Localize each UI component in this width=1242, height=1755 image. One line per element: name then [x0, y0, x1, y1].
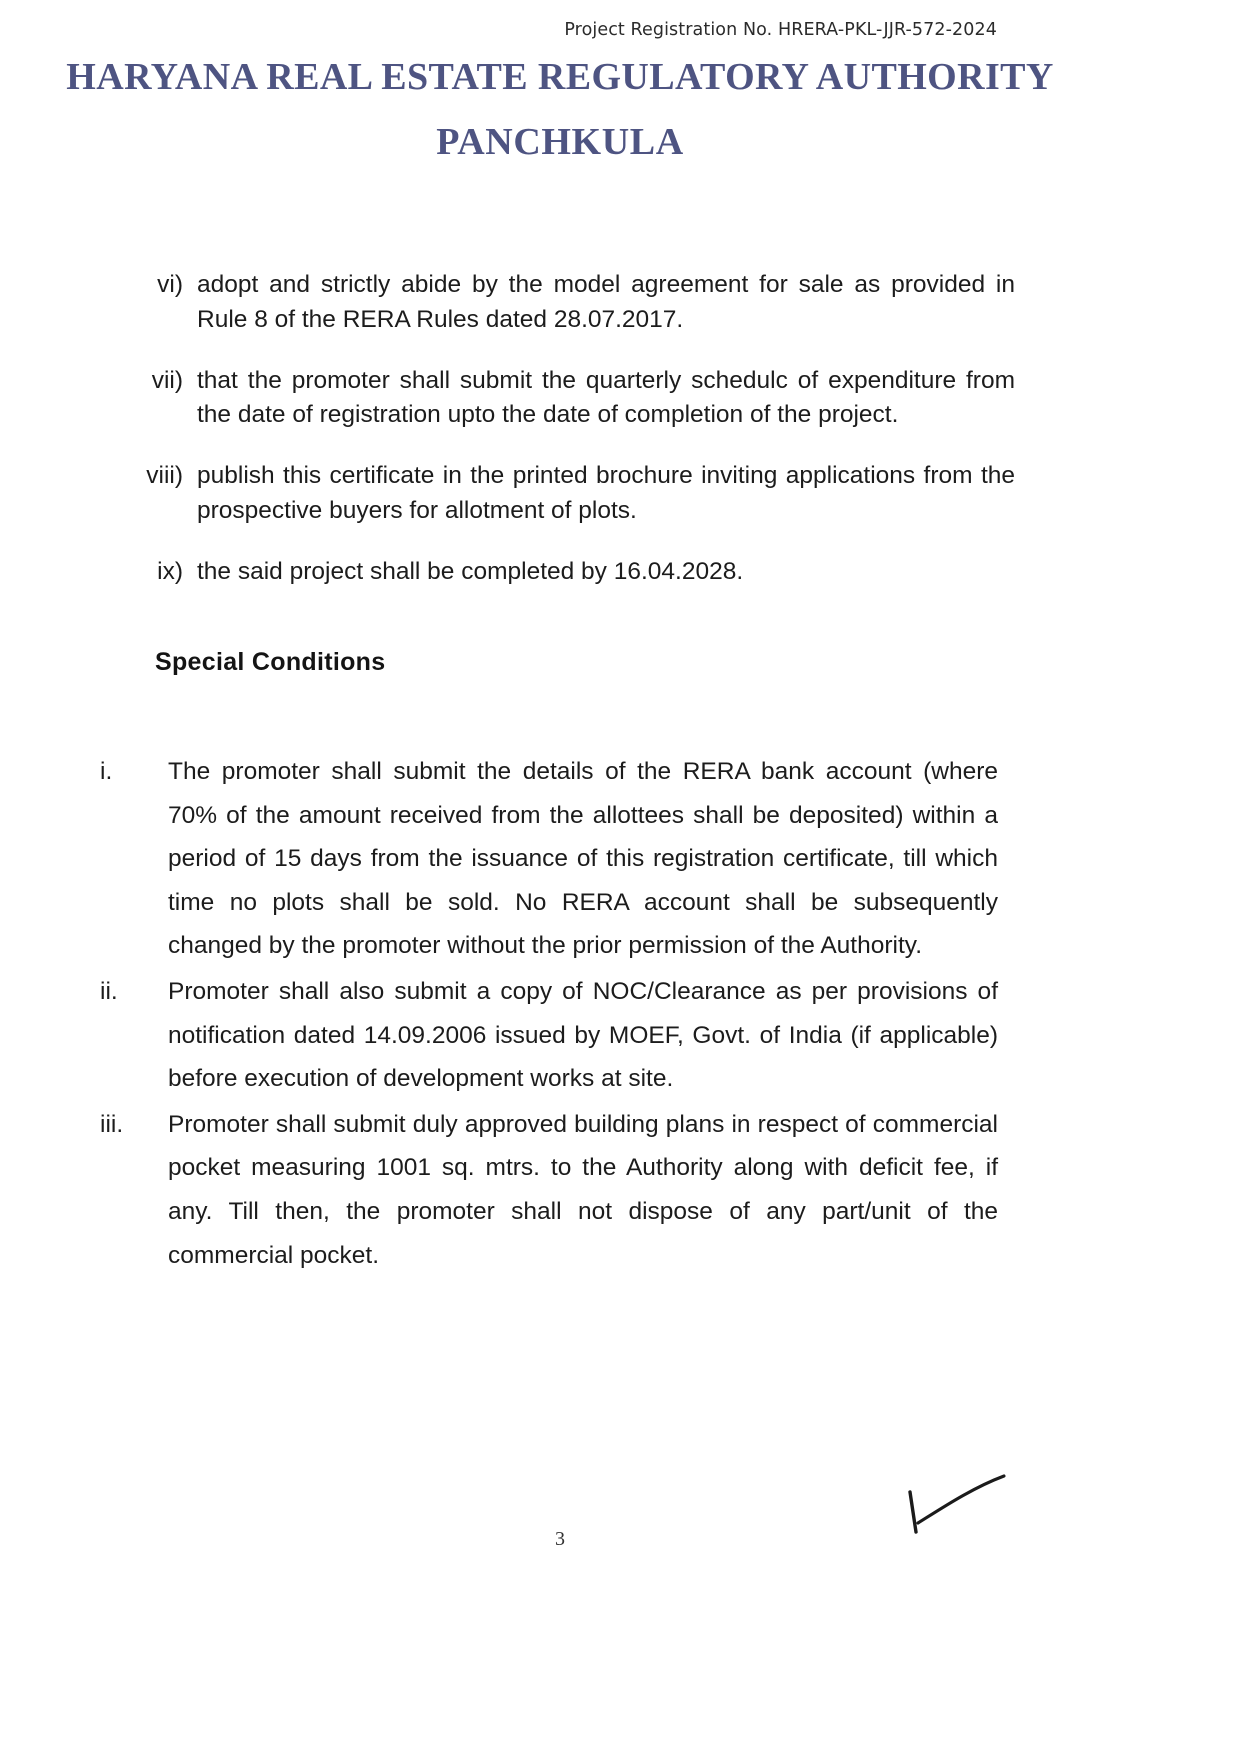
list-item-marker: i.	[100, 758, 113, 785]
list-item-text: The promoter shall submit the details of the RERA bank account (where 70% of the amount received from the allottees shall be deposited) within a period of 15 days from the issuance of this registration certificate, till which time no plots shall be sold. No RERA account shall be subsequently changed by the promoter without the prior permission of the Authority.	[168, 758, 998, 960]
signature-mark	[900, 1470, 1030, 1560]
special-conditions-heading: Special Conditions	[155, 648, 386, 676]
list-item-text: that the promoter shall submit the quarterly schedulc of expenditure from the date of registration upto the date of completion of the project.	[197, 366, 1015, 429]
list-item	[135, 364, 1015, 434]
page-number: 3	[555, 1528, 565, 1550]
list-item	[135, 459, 1015, 529]
list-item-marker: vi)	[157, 271, 183, 298]
list-item-text: Promoter shall also submit a copy of NOC/Clearance as per provisions of notification dated 14.09.2006 issued by MOEF, Govt. of India (if applicable) before execution of development works at site.	[168, 978, 998, 1093]
authority-city: PANCHKULA	[436, 121, 684, 163]
list-item-marker: ii.	[100, 978, 118, 1006]
authority-title: HARYANA REAL ESTATE REGULATORY AUTHORITY	[66, 56, 1054, 98]
list-item-text: the said project shall be completed by 16.04.2028.	[197, 557, 744, 585]
general-conditions-list	[135, 268, 1015, 615]
list-item-text: publish this certificate in the printed brochure inviting applications from the prospective buyers for allotment of plots.	[197, 462, 1015, 524]
list-item	[135, 268, 1015, 338]
list-item-marker: ix)	[157, 557, 183, 585]
list-item	[100, 1103, 998, 1277]
list-item-marker: iii.	[100, 1110, 124, 1138]
list-item-text: Promoter shall submit duly approved building plans in respect of commercial pocket measuring 1001 sq. mtrs. to the Authority along with deficit fee, if any. Till then, the promoter shall not dispose of any part/unit of the commercial pocket.	[168, 1110, 998, 1269]
list-item	[100, 750, 998, 968]
list-item-marker: vii)	[151, 366, 183, 394]
list-item-marker: viii)	[146, 462, 183, 490]
list-item	[135, 555, 1015, 590]
list-item	[100, 970, 998, 1101]
special-conditions-list	[100, 750, 998, 1279]
list-item-text: adopt and strictly abide by the model agreement for sale as provided in Rule 8 of the RERA Rules dated 28.07.2017.	[197, 271, 1015, 333]
project-registration-number: Project Registration No. HRERA-PKL-JJR-572-2024	[564, 20, 997, 40]
